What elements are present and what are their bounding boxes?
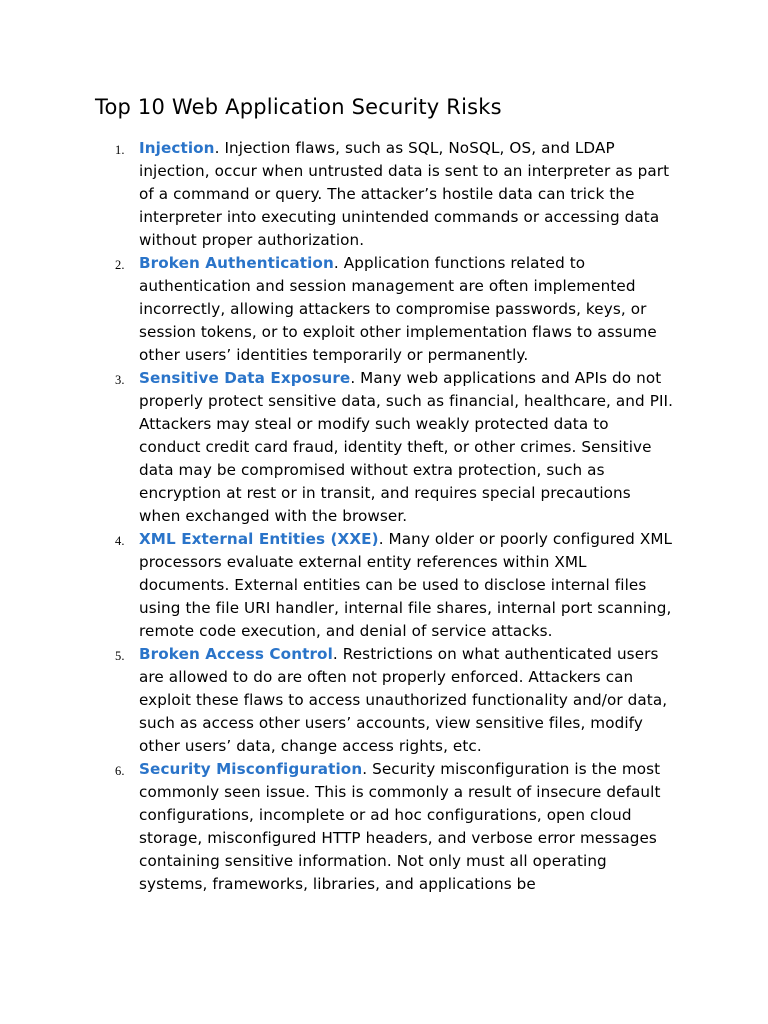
risk-description: . Application functions related to authentication and session management are often implemented incorrectly, allowing attackers to compromise passwords, keys, or session tokens, or to exploit other implementation flaws to assume other users’ identities temporarily or permanently. bbox=[139, 254, 657, 364]
risk-name: Sensitive Data Exposure bbox=[139, 369, 351, 387]
risk-number: 5. bbox=[115, 649, 125, 663]
risk-item-security-misconfiguration bbox=[0, 758, 674, 896]
document-title: Top 10 Web Application Security Risks bbox=[95, 95, 502, 119]
risk-item-broken-authentication bbox=[0, 252, 674, 367]
risk-description: . Restrictions on what authenticated users are allowed to do are often not properly enforced. Attackers can exploit these flaws to access unauthorized functionality and/or data, such as access other users’ accounts, view sensitive files, modify other users’ data, change access rights, etc. bbox=[139, 645, 668, 755]
risk-name: Security Misconfiguration bbox=[139, 760, 363, 778]
risk-item-broken-access-control bbox=[0, 643, 674, 758]
risk-description: . Many web applications and APIs do not properly protect sensitive data, such as financial, healthcare, and PII. Attackers may steal or modify such weakly protected data to conduct credit card fraud, identity theft, or other crimes. Sensitive data may be compromised without extra protection, such as encryption at rest or in transit, and requires special precautions when exchanged with the browser. bbox=[139, 369, 674, 525]
risk-description: . Security misconfiguration is the most commonly seen issue. This is commonly a result of insecure default configurations, incomplete or ad hoc configurations, open cloud storage, misconfigured HTTP headers, and verbose error messages containing sensitive information. Not only must all operating systems, frameworks, libraries, and applications be bbox=[139, 760, 661, 893]
risk-name: Broken Authentication bbox=[139, 254, 334, 272]
risk-name: Injection bbox=[139, 139, 215, 157]
risk-name: Broken Access Control bbox=[139, 645, 333, 663]
risk-item-sensitive-data-exposure bbox=[0, 367, 674, 528]
risk-list bbox=[0, 137, 768, 896]
risk-item-injection bbox=[0, 137, 674, 252]
risk-item-xml-external-entities bbox=[0, 528, 674, 643]
risk-description: . Injection flaws, such as SQL, NoSQL, OS, and LDAP injection, occur when untrusted data is sent to an interpreter as part of a command or query. The attacker’s hostile data can trick the interpreter into executing unintended commands or accessing data without proper authorization. bbox=[139, 139, 670, 249]
risk-number: 2. bbox=[115, 258, 125, 272]
risk-number: 1. bbox=[115, 143, 125, 157]
risk-name: XML External Entities (XXE) bbox=[139, 530, 379, 548]
risk-number: 4. bbox=[115, 534, 125, 548]
risk-number: 6. bbox=[115, 764, 125, 778]
risk-description: . Many older or poorly configured XML processors evaluate external entity references within XML documents. External entities can be used to disclose internal files using the file URI handler, internal file shares, internal port scanning, remote code execution, and denial of service attacks. bbox=[139, 530, 673, 640]
risk-number: 3. bbox=[115, 373, 125, 387]
